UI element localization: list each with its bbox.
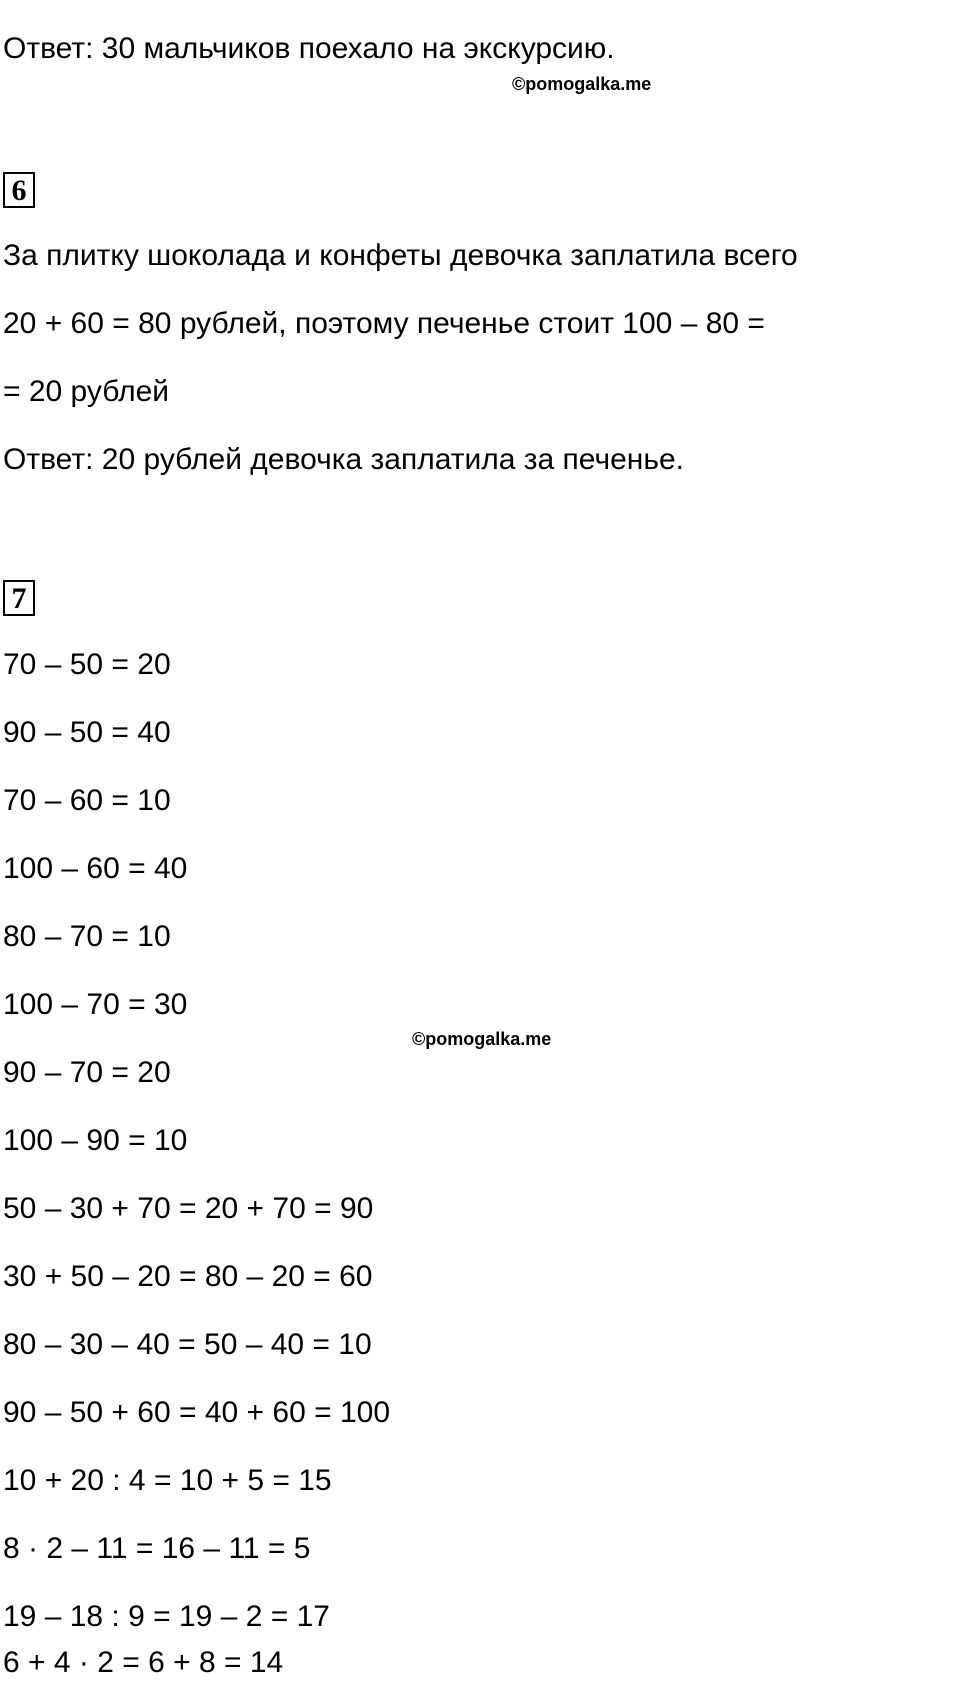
task-7-line-9: 50 – 30 + 70 = 20 + 70 = 90 — [3, 1192, 374, 1225]
task-7-line-15: 19 – 18 : 9 = 19 – 2 = 17 — [3, 1600, 330, 1633]
task-7-line-10: 30 + 50 – 20 = 80 – 20 = 60 — [3, 1260, 373, 1293]
task-7-line-6: 100 – 70 = 30 — [3, 988, 188, 1021]
task-7-line-1: 70 – 50 = 20 — [3, 648, 171, 681]
task-7-line-13: 10 + 20 : 4 = 10 + 5 = 15 — [3, 1464, 332, 1497]
task-7-line-14: 8 · 2 – 11 = 16 – 11 = 5 — [3, 1532, 311, 1565]
task-7-line-2: 90 – 50 = 40 — [3, 716, 171, 749]
task-6-line-3: = 20 рублей — [3, 375, 170, 408]
task-7-line-11: 80 – 30 – 40 = 50 – 40 = 10 — [3, 1328, 372, 1361]
task-7-line-16: 6 + 4 · 2 = 6 + 8 = 14 — [3, 1646, 284, 1679]
task-6-line-1: За плитку шоколада и конфеты девочка заплатила всего — [3, 239, 798, 272]
task-7-line-7: 90 – 70 = 20 — [3, 1056, 171, 1089]
task-7-number: 7 — [3, 580, 35, 616]
task-7-line-5: 80 – 70 = 10 — [3, 920, 171, 953]
task-6-number: 6 — [3, 172, 35, 208]
task-7-line-4: 100 – 60 = 40 — [3, 852, 188, 885]
watermark-top: ©pomogalka.me — [512, 74, 652, 94]
task-7-line-3: 70 – 60 = 10 — [3, 784, 171, 817]
task-7-line-12: 90 – 50 + 60 = 40 + 60 = 100 — [3, 1396, 391, 1429]
task-6-line-2: 20 + 60 = 80 рублей, поэтому печенье стоит 100 – 80 = — [3, 307, 765, 340]
task-6-answer: Ответ: 20 рублей девочка заплатила за печенье. — [3, 443, 685, 476]
watermark-middle: ©pomogalka.me — [412, 1029, 552, 1049]
previous-answer: Ответ: 30 мальчиков поехало на экскурсию. — [3, 32, 615, 65]
task-7-line-8: 100 – 90 = 10 — [3, 1124, 188, 1157]
